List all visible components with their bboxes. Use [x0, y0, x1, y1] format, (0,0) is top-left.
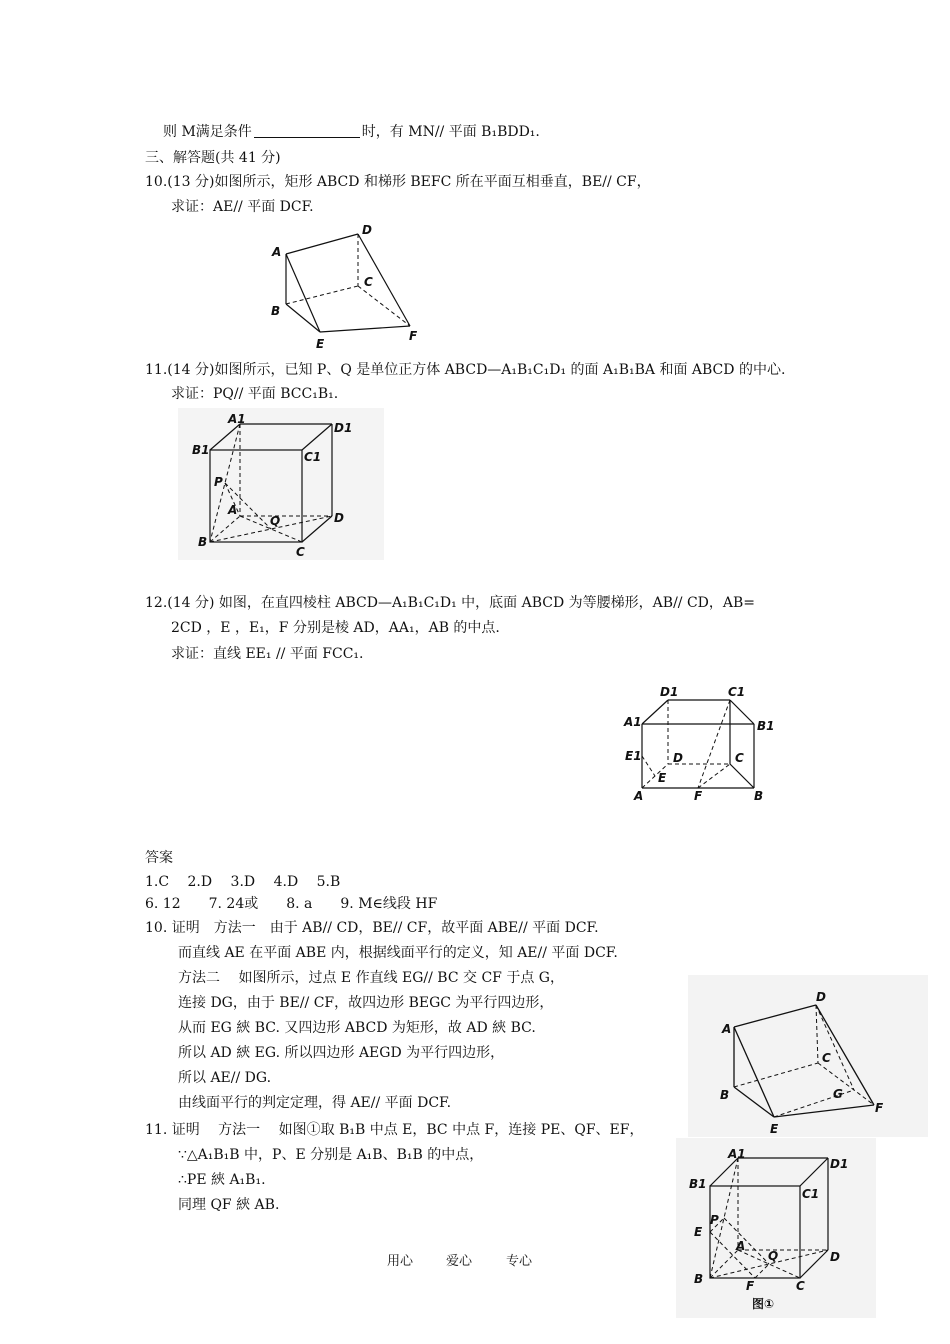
a11-figure [676, 1138, 876, 1318]
answers-row-2: 6. 12 7. 24或 8. a 9. M∈线段 HF [145, 896, 438, 912]
q10-label-a: A [272, 245, 282, 259]
a11-fig-label-c: C [796, 1279, 805, 1293]
q11-label-b: B [198, 535, 208, 549]
a11-fig-label-f: F [746, 1279, 755, 1293]
answers-title: 答案 [145, 850, 173, 866]
q11-label-a: A [228, 503, 238, 517]
a10-fig-label-a: A [722, 1022, 732, 1036]
q10-label-f: F [409, 329, 418, 343]
a10-figure [688, 975, 928, 1137]
a11-fig-label-c1: C1 [802, 1187, 820, 1201]
a11-fig-label-p: P [710, 1213, 719, 1227]
q9-suffix: 时，有 MN// 平面 B₁BDD₁. [361, 124, 540, 140]
q12-label-c: C [735, 751, 744, 765]
q11-figure [178, 408, 384, 560]
a11-fig-label-a1: A1 [728, 1147, 746, 1161]
a10-fig-label-g: G [833, 1087, 843, 1101]
q10-label-d: D [362, 223, 372, 237]
q10-label-e: E [316, 337, 325, 351]
q12-label-f: F [694, 789, 703, 802]
answers-row-1: 1.C 2.D 3.D 4.D 5.B [145, 874, 341, 890]
q11-prove: 求证：PQ// 平面 BCC₁B₁. [171, 386, 339, 402]
q10-figure [268, 220, 428, 354]
q12-label-b1: B1 [757, 719, 775, 733]
q11-label-a1: A1 [228, 412, 246, 426]
a11-fig-caption: 图① [752, 1297, 775, 1311]
q11-label-c1: C1 [304, 450, 322, 464]
q12-statement-2: 2CD ，E ，E₁，F 分别是棱 AD，AA₁，AB 的中点. [171, 620, 500, 636]
a11-line-2: ∵△A₁B₁B 中，P、E 分别是 A₁B、B₁B 的中点， [178, 1147, 484, 1163]
a10-fig-label-e: E [770, 1122, 779, 1136]
q10-prove: 求证：AE// 平面 DCF. [171, 199, 314, 215]
q12-label-a: A [634, 789, 644, 802]
q12-label-e1: E1 [625, 749, 642, 763]
q11-label-d1: D1 [334, 421, 353, 435]
q12-label-b: B [754, 789, 764, 802]
a11-fig-label-q: Q [768, 1249, 779, 1263]
a10-line-7: 所以 AE// DG. [178, 1070, 272, 1086]
a11-fig-label-b1: B1 [689, 1177, 707, 1191]
a11-fig-label-a: A [736, 1239, 746, 1253]
q11-label-q: Q [270, 514, 281, 528]
q10-statement: 10.(13 分)如图所示，矩形 ABCD 和梯形 BEFC 所在平面互相垂直，BE// CF， [145, 174, 651, 190]
q9-prefix: 则 M满足条件 [163, 124, 252, 140]
q10-label-c: C [364, 275, 373, 289]
a10-line-6: 所以 AD 綊 EG. 所以四边形 AEGD 为平行四边形， [178, 1045, 505, 1061]
a10-fig-label-b: B [720, 1088, 730, 1102]
a11-fig-label-b: B [694, 1272, 704, 1286]
q12-label-d1: D1 [660, 685, 679, 699]
a10-line-1: 10. 证明 方法一 由于 AB// CD，BE// CF，故平面 ABE// 平面 DCF. [145, 920, 599, 936]
q11-label-b1: B1 [192, 443, 210, 457]
footer-item-1: 用心 [387, 1254, 414, 1269]
q11-statement: 11.(14 分)如图所示，已知 P、Q 是单位正方体 ABCD—A₁B₁C₁D₁ 的面 A₁B₁BA 和面 ABCD 的中心. [145, 362, 786, 378]
q10-label-b: B [271, 304, 281, 318]
q12-figure [622, 684, 782, 802]
a10-line-2: 而直线 AE 在平面 ABE 内，根据线面平行的定义，知 AE// 平面 DCF. [178, 945, 618, 961]
q12-label-d: D [673, 751, 683, 765]
a11-fig-label-d: D [830, 1250, 840, 1264]
q12-label-a1: A1 [624, 715, 642, 729]
section-heading: 三、解答题(共 41 分) [145, 150, 281, 166]
q9-tail [163, 122, 540, 142]
a10-fig-label-f: F [875, 1101, 884, 1115]
q11-label-c: C [296, 545, 305, 559]
a10-line-4: 连接 DG，由于 BE// CF，故四边形 BEGC 为平行四边形， [178, 995, 554, 1011]
a11-line-3: ∴PE 綊 A₁B₁. [178, 1172, 266, 1188]
q11-label-d: D [334, 511, 344, 525]
a11-line-1: 11. 证明 方法一 如图①取 B₁B 中点 E，BC 中点 F，连接 PE、QF、EF， [145, 1122, 644, 1138]
a11-line-4: 同理 QF 綊 AB. [178, 1197, 280, 1213]
footer-item-3: 专心 [506, 1254, 533, 1269]
q12-label-c1: C1 [728, 685, 746, 699]
q12-prove: 求证：直线 EE₁ // 平面 FCC₁. [171, 646, 364, 662]
q11-label-p: P [214, 475, 223, 489]
q12-statement: 12.(14 分) 如图，在直四棱柱 ABCD—A₁B₁C₁D₁ 中，底面 ABCD 为等腰梯形，AB// CD，AB= [145, 595, 756, 611]
a11-fig-label-d1: D1 [830, 1157, 849, 1171]
a10-fig-label-d: D [816, 990, 826, 1004]
a10-line-8: 由线面平行的判定定理，得 AE// 平面 DCF. [178, 1095, 452, 1111]
footer-item-2: 爱心 [446, 1254, 473, 1269]
q12-label-e: E [658, 771, 667, 785]
a10-fig-label-c: C [822, 1051, 831, 1065]
a11-fig-label-e: E [694, 1225, 703, 1239]
a10-line-3: 方法二 如图所示，过点 E 作直线 EG// BC 交 CF 于点 G， [178, 970, 564, 986]
q9-answer-blank [254, 123, 360, 138]
a10-line-5: 从而 EG 綊 BC. 又四边形 ABCD 为矩形，故 AD 綊 BC. [178, 1020, 536, 1036]
